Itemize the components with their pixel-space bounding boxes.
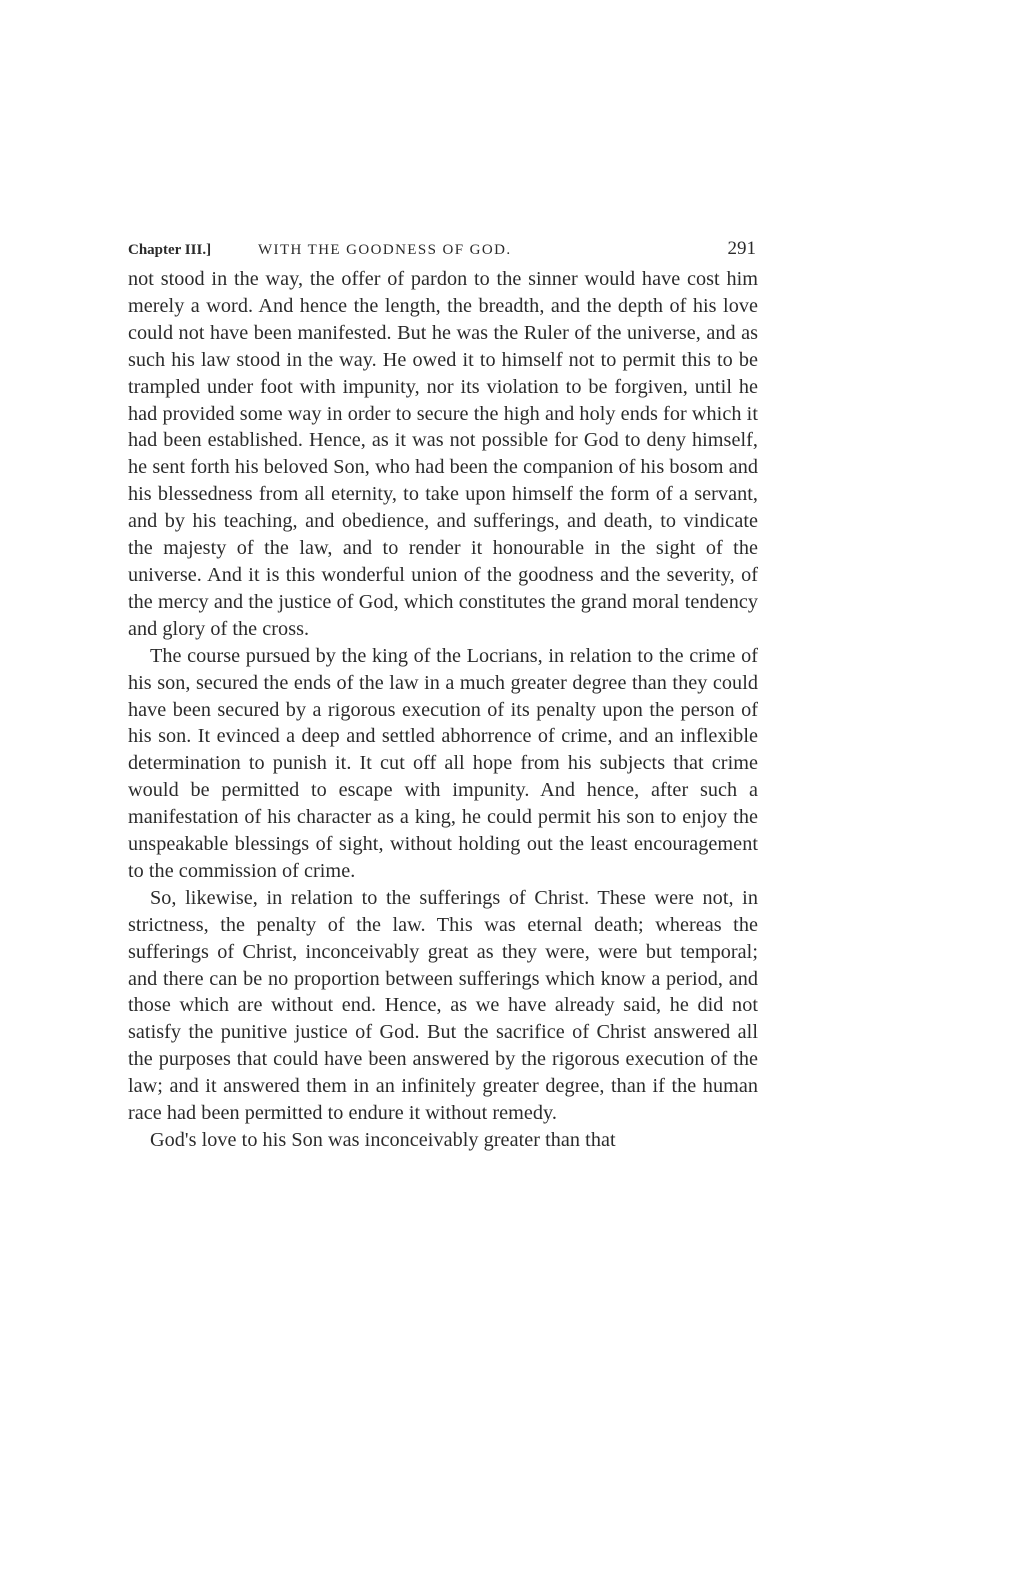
page-number: 291 (727, 238, 756, 259)
paragraph-continued: not stood in the way, the offer of pardon to the sinner would have cost him merely a word. And hence the length, the breadth, and the depth of his love could not have been manifested. But he was the Ruler of the universe, and as such his law stood in the way. He owed it to himself not to permit this to be trampled under foot with impunity, nor its violation to be forgiven, until he had provided some way in order to secure the high and holy ends for which it had been established. Hence, as it was not possible for God to deny himself, he sent forth his beloved Son, who had been the companion of his bosom and his blessedness from all eternity, to take upon himself the form of a servant, and by his teaching, and obedience, and sufferings, and death, to vindicate the majesty of the law, and to render it honourable in the sight of the universe. And it is this wonderful union of the goodness and the severity, of the mercy and the justice of God, which constitutes the grand moral tendency and glory of the cross. (128, 268, 758, 640)
body-text (128, 266, 758, 1154)
running-head (128, 238, 758, 266)
chapter-label: Chapter III.] (128, 242, 212, 258)
paragraph: So, likewise, in relation to the sufferings of Christ. These were not, in strictness, the penalty of the law. This was eternal death; whereas the sufferings of Christ, inconceivably great as they were, were but temporal; and there can be no proportion between sufferings which know a period, and those which are without end. Hence, as we have already said, he did not satisfy the punitive justice of God. But the sacrifice of Christ answered all the purposes that could have been answered by the rigorous execution of the law; and it answered them in an infinitely greater degree, than if the human race had been permitted to endure it without remedy. (128, 886, 758, 1125)
paragraph: God's love to his Son was inconceivably greater than that (150, 1129, 616, 1151)
running-title: WITH THE GOODNESS OF GOD. (258, 242, 512, 258)
paragraph: The course pursued by the king of the Locrians, in relation to the crime of his son, secured the ends of the law in a much greater degree than they could have been secured by a rigorous execution of its penalty upon the person of his son. It evinced a deep and settled abhorrence of crime, and an inflexible determination to punish it. It cut off all hope from his subjects that crime would be permitted to escape with impunity. And hence, after such a manifestation of his character as a king, he could permit his son to enjoy the unspeakable blessings of sight, without holding out the least encouragement to the commission of crime. (128, 644, 758, 882)
book-page (128, 238, 758, 1154)
